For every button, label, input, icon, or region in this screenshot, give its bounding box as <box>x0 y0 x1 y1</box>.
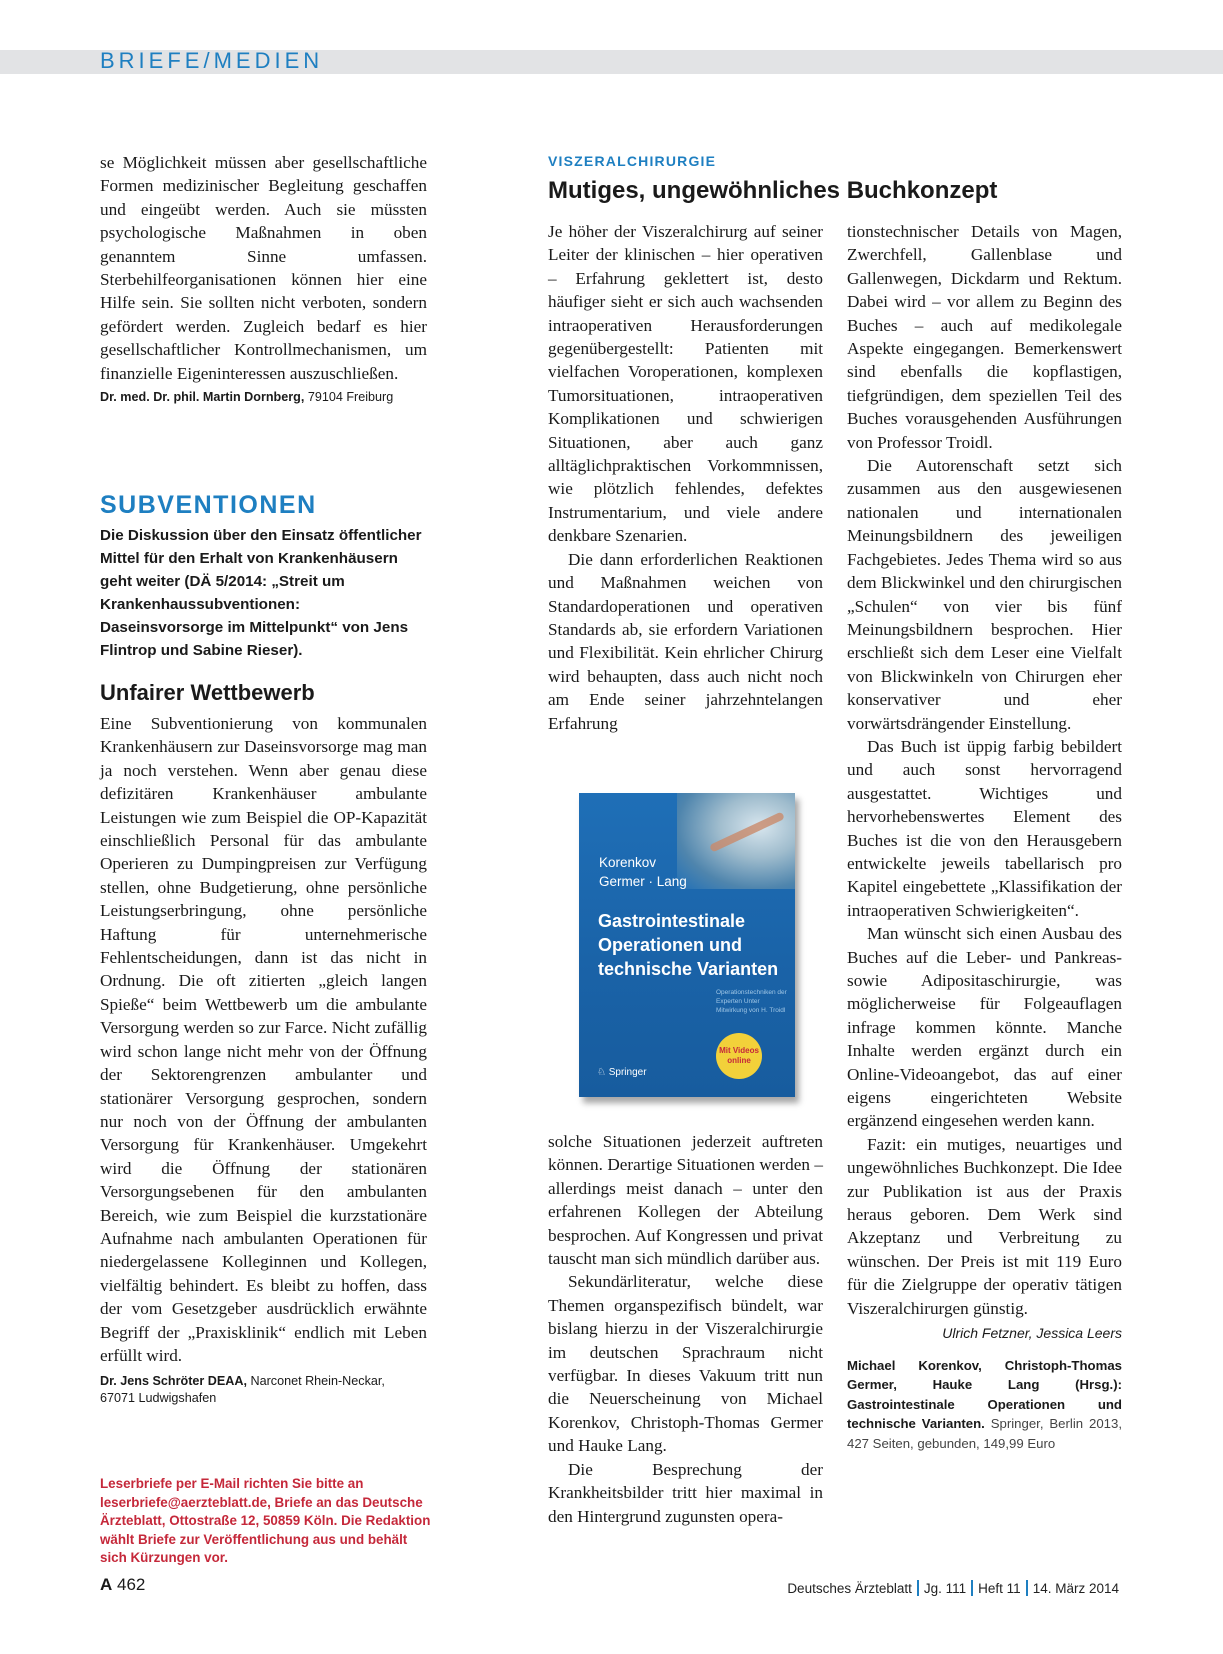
signature-name: Dr. Jens Schröter DEAA, <box>100 1374 247 1389</box>
cover-author-2: Germer · Lang <box>599 874 687 889</box>
signature-place: 79104 Freiburg <box>304 390 394 405</box>
cover-photo <box>677 793 795 889</box>
book-info-title: Michael Korenkov, Christoph-Thomas Germer, Hauke Lang (Hrsg.): Gastrointestinale Operationen und technische Varianten. <box>847 1357 1122 1431</box>
signature-place: 67071 Ludwigshafen <box>100 1391 217 1406</box>
letter-signature <box>100 1373 427 1407</box>
left-column <box>100 151 427 406</box>
footer-separator <box>1026 1580 1028 1596</box>
article-paragraph: Die Autorenschaft setzt sich zusammen aus den ausgewiesenen nationalen und internationalen Meinungsbildnern des jeweiligen Fachgebietes. Jedes Thema wird so aus dem Blickwinkel und den chirurgischen „Schulen“ von vier bis fünf Meinungsbildnern besprochen. Hier erschließt sich dem Leser eine Vielfalt von Blickwinkeln von Chirurgen eher konservativer und eher vorwärtsdrängender Einstellung. <box>847 456 1122 733</box>
cover-title: Gastrointestinale Operationen und technische Varianten <box>598 911 779 979</box>
section-title: SUBVENTIONEN <box>100 491 317 519</box>
book-info-publisher: Springer, Berlin 2013, 427 Seiten, gebunden, 149,99 Euro <box>847 1416 1122 1451</box>
article-title: Mutiges, ungewöhnliches Buchkonzept <box>548 177 998 204</box>
letter-body <box>100 712 427 1407</box>
cover-publisher-name: Springer <box>608 1067 647 1078</box>
article-paragraph: Die dann erforderlichen Reaktionen und Maßnahmen weichen von Standardoperationen und operativen Standards ab, sie erfordern Variationen und Flexibilität. Kein ehrlicher Chirurg wird behaupten, dass auch nicht noch am Ende seiner jahrzehntelangen Erfahrung <box>548 549 823 733</box>
article-paragraph: Das Buch ist üppig farbig bebildert und auch sonst hervorragend ausgestattet. Wichtiges und hervorhebenswertes Element des Buches ist die von den Herausgebern entwickelte jeweils tabellarisch pro Kapitel eingebettete „Klassifikation der intraoperativen Schwierigkeiten“. <box>847 736 1122 920</box>
cover-subtitle: Operationstechniken der Experten Unter Mitwirkung von H. Troidl <box>716 989 787 1014</box>
article-paragraph: Man wünscht sich einen Ausbau des Buches auf die Leber- und Pankreas- sowie Adipositaschirurgie, was möglicherweise für Folgeauflagen infrage kommen könnte. Manche Inhalte werden ergänzt durch ein Online-Videoangebot, das auf einer eigens eingerichteten Website ergänzend eingesehen werden kann. <box>847 924 1122 1131</box>
book-info <box>847 1356 1122 1454</box>
letter-title: Unfairer Wettbewerb <box>100 680 315 705</box>
page-prefix: A <box>100 1575 113 1594</box>
section-lead: Die Diskussion über den Einsatz öffentlicher Mittel für den Erhalt von Krankenhäusern geht weiter (DÄ 5/2014: „Streit um Krankenhaussubventionen: Daseinsvorsorge im Mittelpunkt“ von Jens Flintrop und Sabine Rieser). <box>100 527 422 659</box>
cover-publisher <box>597 1067 647 1078</box>
cover-badge <box>716 1033 762 1079</box>
article-column-2 <box>847 220 1122 1453</box>
journal-footer <box>787 1580 1119 1596</box>
journal-date: 14. März 2014 <box>1032 1581 1119 1596</box>
article-column-1-bottom <box>548 1130 823 1528</box>
book-cover <box>579 793 795 1097</box>
article-paragraph: tionstechnischer Details von Magen, Zwerchfell, Gallenblase und Gallenwegen, Dickdarm und Rektum. Dabei wird – vor allem zu Beginn des Buches – auch auf medikolegale Aspekte eingegangen. Bemerkenswert sind ebenfalls die kopflastigen, tiefgründigen, dem speziellen Teil des Buches vorausgehenden Ausführungen von Professor Troidl. <box>847 222 1122 452</box>
signature-org: Narconet Rhein-Neckar, <box>246 1374 385 1389</box>
article-paragraph: Die Besprechung der Krankheitsbilder tritt hier maximal in den Hintergrund zugunsten opera- <box>548 1459 823 1526</box>
journal-issue: Heft 11 <box>978 1581 1021 1596</box>
springer-logo-icon: ♘ <box>597 1067 606 1078</box>
footer-separator <box>971 1580 973 1596</box>
letter-continuation: se Möglichkeit müssen aber gesellschaftliche Formen medizinischer Begleitung geschaffen und eingeübt werden. Auch sie müssten psychologische Maßnahmen in oben genanntem Sinne umfassen. Sterbehilfeorganisationen können hier eine Hilfe sein. Sie sollten nicht verboten, sondern gefördert werden. Zugleich bedarf es hier gesellschaftlicher Kontrollmechanismen, um finanzielle Eigeninteressen auszuschließen. <box>100 153 427 383</box>
journal-volume: Jg. 111 <box>923 1581 967 1596</box>
cover-author-1: Korenkov <box>599 855 657 870</box>
page-number <box>100 1575 145 1595</box>
section-header: BRIEFE/MEDIEN <box>100 48 324 73</box>
signature-name: Dr. med. Dr. phil. Martin Dornberg, <box>100 390 305 405</box>
article-paragraph: Sekundärliteratur, welche diese Themen organspezifisch bündelt, war bislang hierzu in der Viszeralchirurgie im deutschen Sprachraum nicht verfügbar. In dieses Vakuum tritt nun die Neuerscheinung von Michael Korenkov, Christoph-Thomas Germer und Hauke Lang. <box>548 1272 823 1456</box>
letter-signature <box>100 389 427 406</box>
article-paragraph: Je höher der Viszeralchirurg auf seiner Leiter der klinischen – hier operativen – Erfahrung geklettert ist, desto häufiger sieht er sich auch wachsenden intraoperativen Herausforderungen gegenübergestellt: Patienten mit vielfachen Voroperationen, komplexen Tumorsituationen, intraoperativen Komplikationen und schwierigen Situationen, aber auch ganz alltäglichpraktischen Vorkommnissen, wie plötzlich fehlendes, defektes Instrumentarium, und viele andere denkbare Szenarien. <box>548 222 823 546</box>
article-column-1-top <box>548 220 823 735</box>
cover-authors <box>599 853 687 891</box>
review-authors: Ulrich Fetzner, Jessica Leers <box>942 1325 1122 1342</box>
article-paragraph: Fazit: ein mutiges, neuartiges und ungewöhnliches Buchkonzept. Die Idee zur Publikation ist aus der Praxis heraus geboren. Dem Werk sind Akzeptanz und Verbreitung zu wünschen. Der Preis ist mit 119 Euro für die Zielgruppe der operativ tätigen Viszeralchirurgen günstig. <box>847 1134 1122 1318</box>
letter-text: Eine Subventionierung von kommunalen Krankenhäusern zur Daseinsvorsorge mag man ja noch verstehen. Wenn aber genau diese defizitären Krankenhäuser ambulante Leistungen wie zum Beispiel die OP-Kapazität einschließlich Personal für das ambulante Operieren zu Dumpingpreisen zur Verfügung stellen, ohne Budgetierung, ohne persönliche Leistungserbringung, ohne persönliche Haftung für unternehmerische Fehlentscheidungen, dann ist das nicht in Ordnung. Die oft zitierten „gleich langen Spieße“ beim Wettbewerb um die ambulante Versorgung werden so zur Farce. Nicht zufällig wird schon lange nicht mehr von der Öffnung der Sektorengrenzen ambulanter und stationärer Versorgung gesprochen, sondern nur noch von der Öffnung der ambulanten Versorgung für Krankenhäuser. Umgekehrt wird die Öffnung der stationären Versorgungsebenen für den ambulanten Bereich, wie zum Beispiel die kurzstationäre Aufnahme nach ambulanten Operationen für niedergelassene Kolleginnen und Kollegen, vielfältig behindert. Es bleibt zu hoffen, dass der vom Gesetzgeber ausdrücklich erwähnte Begriff der „Praxisklinik“ endlich mit Leben erfüllt wird. <box>100 714 427 1365</box>
footer-separator <box>917 1580 919 1596</box>
submission-note: Leserbriefe per E-Mail richten Sie bitte an leserbriefe@aerzteblatt.de, Briefe an das Deutsche Ärzteblatt, Ottostraße 12, 50859 Köln. Die Redaktion wählt Briefe zur Veröffentlichung aus und behält sich Kürzungen vor. <box>100 1476 431 1566</box>
cover-badge-text: Mit Videos online <box>719 1046 759 1065</box>
page-number-value: 462 <box>117 1575 146 1594</box>
journal-name: Deutsches Ärzteblatt <box>787 1581 912 1596</box>
article-paragraph: solche Situationen jederzeit auftreten können. Derartige Situationen werden – allerdings meist danach – unter den erfahrenen Kollegen der Abteilung besprochen. Auf Kongressen und privat tauscht man sich mündlich darüber aus. <box>548 1132 823 1269</box>
article-kicker: VISZERALCHIRURGIE <box>548 153 717 169</box>
